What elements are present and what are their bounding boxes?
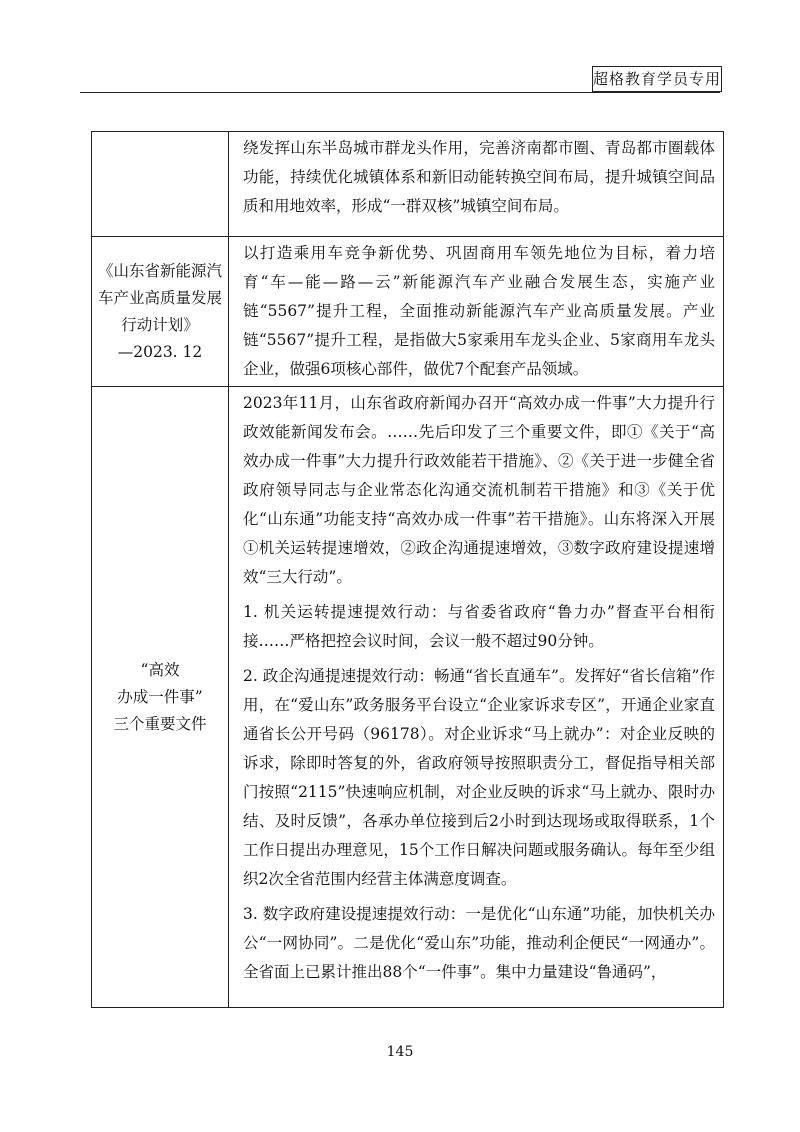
paragraph: 以打造乘用车竞争新优势、巩固商用车领先地位为目标，着力培育“车—能—路—云”新能源汽车产业融合发展生态，实施产业链“5567”提升工程，全面推动新能源汽车产业高质量发展。产业链“5567”提升工程，是指做大5家乘用车龙头企业、5家商用车龙头企业，做强6项核心部件，做优7个配套产品领域。	[243, 244, 715, 378]
page-number: 145	[386, 1044, 414, 1060]
label-line: 《山东省新能源汽	[97, 261, 222, 280]
row-content	[229, 387, 724, 1008]
row-label	[92, 237, 229, 387]
table-row	[92, 132, 724, 237]
label-line: “高效	[140, 660, 180, 679]
paragraph: 3. 数字政府建设提速提效行动：一是优化“山东通”功能，加快机关办公“一网协同”。二是优化“爱山东”功能，推动利企便民“一网通办”。全省面上已累计推出88个“一件事”。集中力量建设“鲁通码”，	[243, 905, 715, 981]
header-rule	[80, 92, 720, 93]
row-content	[229, 132, 724, 237]
label-line: 三个重要文件	[113, 714, 207, 733]
watermark-badge: 超格教育学员专用	[592, 66, 722, 92]
paragraph: 绕发挥山东半岛城市群龙头作用，完善济南都市圈、青岛都市圈载体功能，持续优化城镇体系和新旧动能转换空间布局，提升城镇空间品质和用地效率，形成“一群双核”城镇空间布局。	[243, 139, 715, 215]
row-label	[92, 387, 229, 1008]
paragraph: 1. 机关运转提速提效行动：与省委省政府“鲁力办”督查平台相衔接……严格把控会议时间，会议一般不超过90分钟。	[243, 603, 715, 650]
label-line: 车产业高质量发展	[97, 288, 222, 307]
table-row	[92, 237, 724, 387]
label-line: —2023. 12	[117, 342, 203, 361]
row-label-empty	[92, 132, 229, 237]
table-row	[92, 387, 724, 1008]
row-content	[229, 237, 724, 387]
label-line: 办成一件事”	[117, 687, 203, 706]
label-line: 行动计划》	[121, 315, 199, 334]
paragraph: 2023年11月，山东省政府新闻办召开“高效办成一件事”大力提升行政效能新闻发布会。……先后印发了三个重要文件，即①《关于“高效办成一件事”大力提升行政效能若干措施》、②《关于进一步健全省政府领导同志与企业常态化沟通交流机制若干措施》和③《关于优化“山东通”功能支持“高效办成一件事”若干措施》。山东将深入开展①机关运转提速增效，②政企沟通提速增效，③数字政府建设提速增效“三大行动”。	[243, 394, 715, 586]
policy-table	[91, 131, 724, 1008]
paragraph: 2. 政企沟通提速提效行动：畅通“省长直通车”。发挥好“省长信箱”作用，在“爱山东”政务服务平台设立“企业家诉求专区”，开通企业家直通省长公开号码（96178）。对企业诉求“马上就办”：对企业反映的诉求，除即时答复的外，省政府领导按照职责分工，督促指导相关部门按照“2115”快速响应机制，对企业反映的诉求“马上就办、限时办结、及时反馈”，各承办单位接到后2小时到达现场或取得联系，1个工作日提出办理意见，15个工作日解决问题或服务确认。每年至少组织2次全省范围内经营主体满意度调查。	[243, 667, 715, 888]
